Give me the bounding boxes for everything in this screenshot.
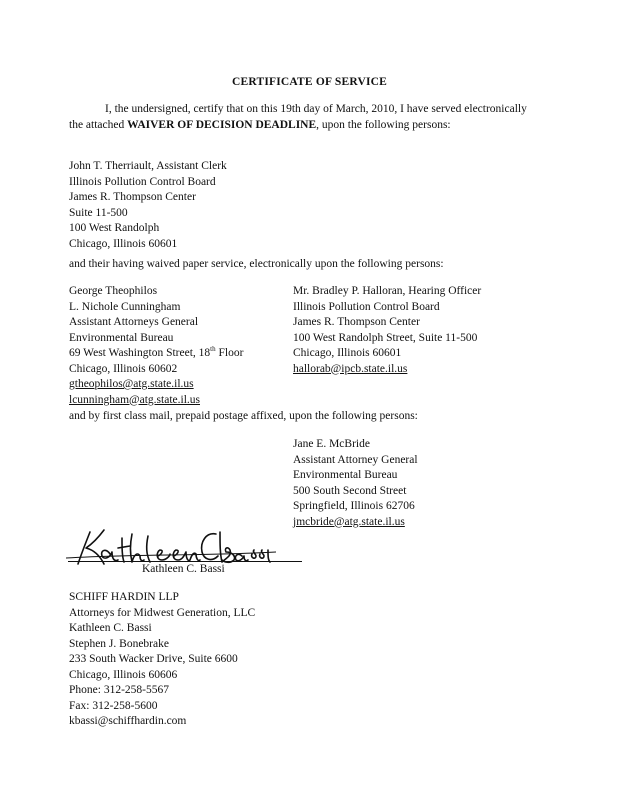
email-link[interactable]: hallorab@ipcb.state.il.us: [293, 362, 408, 375]
law-firm-block: [69, 590, 255, 730]
address-line: Mr. Bradley P. Halloran, Hearing Officer: [293, 285, 482, 297]
firm-line: Stephen J. Bonebrake: [69, 637, 169, 650]
clerk-address-block: [69, 159, 227, 252]
address-line: James R. Thompson Center: [293, 316, 420, 328]
certification-text-start: I, the undersigned, certify that on this 19th day of March, 2010, I have served electronically the attached: [69, 103, 527, 131]
address-line: George Theophilos: [69, 285, 158, 297]
address-line: Chicago, Illinois 60602: [69, 362, 178, 375]
firm-line: Kathleen C. Bassi: [69, 622, 152, 634]
street-line: [69, 346, 243, 362]
mail-recipient-address-block: [293, 437, 418, 530]
firm-line: 233 South Wacker Drive, Suite 6600: [69, 653, 238, 665]
address-line: Environmental Bureau: [293, 469, 398, 481]
address-line: Illinois Pollution Control Board: [293, 300, 440, 313]
address-line: 100 West Randolph Street, Suite 11-500: [293, 331, 478, 344]
firm-line: Fax: 312-258-5600: [69, 699, 158, 712]
ordinal-suffix: th: [210, 345, 216, 354]
address-line: James R. Thompson Center: [69, 191, 196, 203]
hearing-officer-address-block: [293, 284, 481, 377]
address-line: Assistant Attorney General: [293, 453, 418, 466]
firm-line: Attorneys for Midwest Generation, LLC: [69, 606, 256, 619]
signer-printed-name: Kathleen C. Bassi: [142, 563, 225, 575]
address-line: Jane E. McBride: [293, 438, 370, 450]
street-floor: Floor: [215, 347, 244, 359]
address-line: L. Nichole Cunningham: [69, 300, 181, 313]
email-link[interactable]: jmcbride@atg.state.il.us: [293, 515, 405, 528]
first-class-mail-text: and by first class mail, prepaid postage affixed, upon the following persons:: [69, 410, 418, 422]
address-line: Environmental Bureau: [69, 331, 174, 344]
firm-email[interactable]: kbassi@schiffhardin.com: [69, 715, 187, 727]
attorney-general-address-block: [69, 284, 243, 408]
served-document-name: WAIVER OF DECISION DEADLINE: [127, 119, 317, 131]
certification-text-end: , upon the following persons:: [316, 119, 451, 131]
address-line: Illinois Pollution Control Board: [69, 175, 216, 188]
signature-line: [68, 561, 302, 562]
email-link[interactable]: gtheophilos@atg.state.il.us: [69, 378, 194, 390]
address-line: Chicago, Illinois 60601: [293, 347, 402, 359]
address-line: 100 West Randolph: [69, 222, 160, 234]
address-line: Springfield, Illinois 62706: [293, 500, 415, 512]
firm-line: Chicago, Illinois 60606: [69, 668, 178, 681]
address-line: Chicago, Illinois 60601: [69, 237, 178, 250]
address-line: Suite 11-500: [69, 206, 128, 219]
address-line: John T. Therriault, Assistant Clerk: [69, 160, 227, 172]
document-title: CERTIFICATE OF SERVICE: [231, 76, 388, 88]
street-text: 69 West Washington Street, 18: [69, 347, 211, 359]
firm-line: SCHIFF HARDIN LLP: [69, 591, 179, 603]
certification-paragraph: [69, 101, 539, 133]
address-line: Assistant Attorneys General: [69, 316, 199, 328]
address-line: 500 South Second Street: [293, 484, 407, 497]
firm-line: Phone: 312-258-5567: [69, 684, 169, 696]
waived-service-text: and their having waived paper service, electronically upon the following persons:: [69, 258, 444, 270]
email-link[interactable]: lcunningham@atg.state.il.us: [69, 393, 200, 406]
